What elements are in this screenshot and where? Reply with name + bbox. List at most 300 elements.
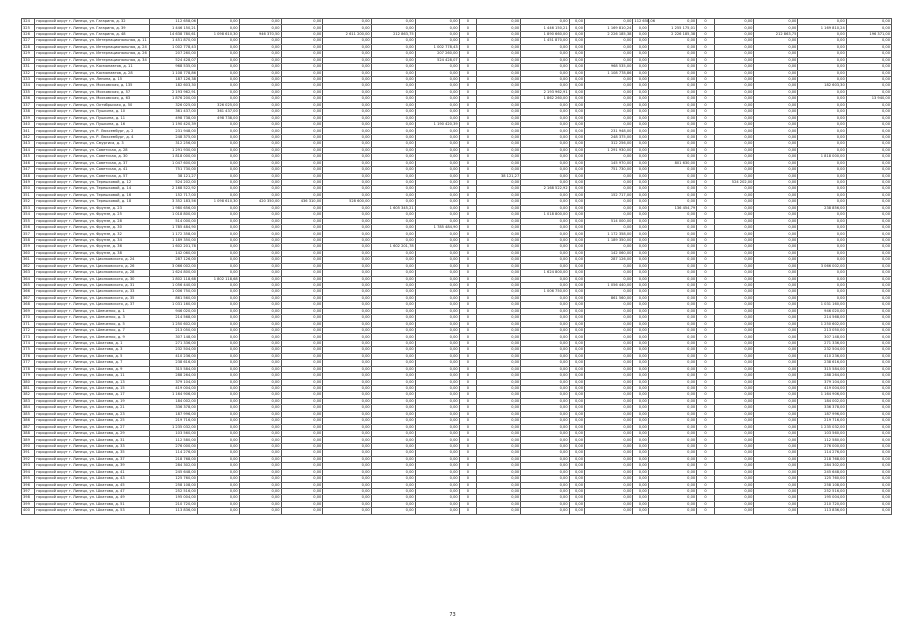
row-value-cell: 0,00 xyxy=(477,289,521,295)
row-value-cell: 0,00 xyxy=(798,192,846,198)
row-value-cell: 0,00 xyxy=(569,469,584,475)
row-value-cell: 0,00 xyxy=(648,476,696,482)
row-value-cell: 0,00 xyxy=(521,488,569,494)
row-value-cell: 258 108,00 xyxy=(798,482,846,488)
row-value-cell: 0,00 xyxy=(477,250,521,256)
row-value-cell: 0,00 xyxy=(521,51,569,57)
row-value-cell: 0,00 xyxy=(569,83,584,89)
row-value-cell: 0,00 xyxy=(754,70,798,76)
row-value-cell: 0 xyxy=(459,154,477,160)
address-prefix: городской округ г. Липецк, ул. xyxy=(36,122,97,127)
row-value-cell: 0,00 xyxy=(633,321,648,327)
row-value-cell: 0,00 xyxy=(521,102,569,108)
row-value-cell: 0,00 xyxy=(633,102,648,108)
row-value-cell: 0,00 xyxy=(477,398,521,404)
row-value-cell: 0,00 xyxy=(415,488,459,494)
row-value-cell: 0,00 xyxy=(239,385,281,391)
row-value-cell: 0,00 xyxy=(477,134,521,140)
row-value-cell: 0,00 xyxy=(569,250,584,256)
address-prefix: городской округ г. Липецк, ул. xyxy=(36,276,97,281)
row-value-cell: 0,00 xyxy=(633,347,648,353)
row-value-cell: 0,00 xyxy=(371,431,415,437)
row-value-cell: 0,00 xyxy=(633,308,648,314)
row-value-cell: 0,00 xyxy=(415,89,459,95)
row-value-cell: 0,00 xyxy=(323,469,371,475)
row-value-cell: 0,00 xyxy=(415,353,459,359)
row-value-cell: 0,00 xyxy=(569,231,584,237)
row-value-cell: 0,00 xyxy=(371,237,415,243)
row-value-cell: 0,00 xyxy=(714,476,754,482)
row-value-cell: 1 031 160,00 xyxy=(149,302,197,308)
row-value-cell: 0,00 xyxy=(846,192,891,198)
row-number: 349 xyxy=(22,179,35,185)
row-value-cell: 0 xyxy=(459,340,477,346)
row-value-cell: 0,00 xyxy=(197,501,239,507)
row-value-cell: 0,00 xyxy=(798,96,846,102)
row-value-cell: 0,00 xyxy=(846,205,891,211)
row-value-cell: 0 xyxy=(697,270,715,276)
row-value-cell: 0,00 xyxy=(633,295,648,301)
row-value-cell: 219 716,00 xyxy=(149,418,197,424)
row-value-cell: 3 066 002,00 xyxy=(149,263,197,269)
row-value-cell: 336 378,00 xyxy=(149,405,197,411)
row-value-cell: 0,00 xyxy=(648,373,696,379)
row-value-cell: 0,00 xyxy=(585,450,633,456)
row-value-cell: 0,00 xyxy=(477,244,521,250)
address-street: Шкатова, д. 53 xyxy=(96,508,125,513)
row-value-cell: 0,00 xyxy=(415,456,459,462)
row-value-cell: 0,00 xyxy=(585,334,633,340)
row-value-cell: 0,00 xyxy=(754,83,798,89)
row-value-cell: 0,00 xyxy=(569,244,584,250)
row-value-cell: 0,00 xyxy=(521,418,569,424)
row-number: 361 xyxy=(22,257,35,263)
row-value-cell: 0,00 xyxy=(197,508,239,514)
row-value-cell: 0 xyxy=(459,488,477,494)
address-prefix: городской округ г. Липецк, ул. xyxy=(36,115,97,120)
row-value-cell: 0 xyxy=(697,463,715,469)
row-number: 368 xyxy=(22,302,35,308)
row-address xyxy=(35,70,149,76)
row-value-cell: 0,00 xyxy=(585,76,633,82)
address-street: Фрунзе, д. 23 xyxy=(96,205,122,210)
row-value-cell: 0,00 xyxy=(585,418,633,424)
row-value-cell: 0 xyxy=(459,44,477,50)
row-value-cell: 0,00 xyxy=(477,186,521,192)
row-value-cell: 0,00 xyxy=(754,340,798,346)
row-value-cell: 0,00 xyxy=(798,276,846,282)
row-value-cell: 0,00 xyxy=(197,263,239,269)
row-value-cell: 0,00 xyxy=(477,147,521,153)
row-value-cell: 0,00 xyxy=(415,147,459,153)
row-number: 342 xyxy=(22,134,35,140)
row-value-cell: 0,00 xyxy=(477,328,521,334)
row-value-cell: 0,00 xyxy=(197,411,239,417)
row-value-cell: 0 xyxy=(697,476,715,482)
row-value-cell: 0,00 xyxy=(846,282,891,288)
row-value-cell: 0,00 xyxy=(281,102,323,108)
row-value-cell: 0,00 xyxy=(585,405,633,411)
row-value-cell: 0,00 xyxy=(197,96,239,102)
row-value-cell: 0,00 xyxy=(477,57,521,63)
row-value-cell: 0,00 xyxy=(521,437,569,443)
row-value-cell: 0,00 xyxy=(477,199,521,205)
row-value-cell: 0,00 xyxy=(846,392,891,398)
row-value-cell: 0,00 xyxy=(415,392,459,398)
row-value-cell: 0,00 xyxy=(585,437,633,443)
row-value-cell: 0,00 xyxy=(415,289,459,295)
row-value-cell: 1 006 750,00 xyxy=(149,289,197,295)
row-value-cell: 0,00 xyxy=(415,134,459,140)
row-value-cell: 0,00 xyxy=(521,360,569,366)
row-value-cell: 0,00 xyxy=(415,64,459,70)
row-value-cell: 0,00 xyxy=(197,51,239,57)
row-value-cell: 0,00 xyxy=(846,44,891,50)
row-value-cell: 419 004,00 xyxy=(798,385,846,391)
row-value-cell: 0,00 xyxy=(323,418,371,424)
row-value-cell: 0 xyxy=(697,431,715,437)
row-value-cell: 1 002 778,43 xyxy=(415,44,459,50)
row-value-cell: 2 193 962,91 xyxy=(521,89,569,95)
address-street: Шкатова, д. 49 xyxy=(96,495,125,500)
row-value-cell: 0,00 xyxy=(569,488,584,494)
row-value-cell: 0,00 xyxy=(648,192,696,198)
row-value-cell: 0,00 xyxy=(846,141,891,147)
row-value-cell: 0,00 xyxy=(239,405,281,411)
row-value-cell: 0,00 xyxy=(798,19,846,25)
address-prefix: городской округ г. Липецк, ул. xyxy=(36,270,97,275)
row-value-cell: 0,00 xyxy=(281,360,323,366)
row-value-cell: 0,00 xyxy=(477,225,521,231)
row-value-cell: 0,00 xyxy=(239,173,281,179)
row-value-cell: 0,00 xyxy=(846,443,891,449)
address-street: Терешковой, д. 12 xyxy=(96,180,132,185)
address-prefix: городской округ г. Липецк, ул. xyxy=(36,237,97,242)
row-value-cell: 0 xyxy=(459,373,477,379)
row-value-cell: 0,00 xyxy=(754,102,798,108)
row-value-cell: 0,00 xyxy=(323,405,371,411)
row-value-cell: 0,00 xyxy=(569,102,584,108)
row-value-cell: 0,00 xyxy=(648,328,696,334)
row-value-cell: 0,00 xyxy=(521,141,569,147)
address-street: Космонавтов, д. 11 xyxy=(96,64,133,69)
row-value-cell: 0,00 xyxy=(371,89,415,95)
row-value-cell: 0,00 xyxy=(415,495,459,501)
row-value-cell: 1 189 350,00 xyxy=(149,237,197,243)
row-value-cell: 0 xyxy=(459,398,477,404)
row-number: 363 xyxy=(22,270,35,276)
row-value-cell: 0,00 xyxy=(648,276,696,282)
row-value-cell: 0,00 xyxy=(281,205,323,211)
row-value-cell: 0,00 xyxy=(323,205,371,211)
row-value-cell: 0,00 xyxy=(521,192,569,198)
row-value-cell: 0,00 xyxy=(846,122,891,128)
address-prefix: городской округ г. Липецк, ул. xyxy=(36,250,97,255)
row-value-cell: 0,00 xyxy=(477,282,521,288)
row-value-cell: 0,00 xyxy=(754,154,798,160)
row-value-cell: 0,00 xyxy=(569,508,584,514)
row-value-cell: 288 264,00 xyxy=(798,373,846,379)
row-value-cell: 0,00 xyxy=(569,334,584,340)
row-value-cell: 0,00 xyxy=(846,340,891,346)
row-value-cell: 0,00 xyxy=(633,167,648,173)
row-value-cell: 0,00 xyxy=(239,270,281,276)
row-value-cell: 0 xyxy=(459,160,477,166)
row-value-cell: 0,00 xyxy=(415,205,459,211)
row-value-cell: 0,00 xyxy=(585,83,633,89)
row-value-cell: 0,00 xyxy=(585,508,633,514)
row-value-cell: 436 310,00 xyxy=(281,199,323,205)
row-value-cell: 0,00 xyxy=(197,424,239,430)
row-value-cell: 0,00 xyxy=(846,360,891,366)
row-value-cell: 238 856,00 xyxy=(798,205,846,211)
row-value-cell: 0,00 xyxy=(521,366,569,372)
row-value-cell: 0,00 xyxy=(371,83,415,89)
row-value-cell: 0,00 xyxy=(281,443,323,449)
row-value-cell: 232 504,00 xyxy=(149,347,197,353)
row-value-cell: 0,00 xyxy=(648,321,696,327)
row-value-cell: 0,00 xyxy=(648,501,696,507)
row-value-cell: 0,00 xyxy=(714,96,754,102)
row-value-cell: 0,00 xyxy=(371,173,415,179)
row-value-cell: 0 xyxy=(697,437,715,443)
row-number: 367 xyxy=(22,295,35,301)
row-value-cell: 0,00 xyxy=(754,19,798,25)
row-value-cell: 0 xyxy=(459,501,477,507)
address-prefix: городской округ г. Липецк, ул. xyxy=(36,411,97,416)
row-value-cell: 0,00 xyxy=(239,250,281,256)
row-value-cell: 0,00 xyxy=(371,385,415,391)
row-value-cell: 0,00 xyxy=(197,289,239,295)
row-value-cell: 0,00 xyxy=(714,51,754,57)
row-value-cell: 0,00 xyxy=(197,328,239,334)
row-value-cell: 0,00 xyxy=(714,212,754,218)
row-number: 339 xyxy=(22,115,35,121)
row-value-cell: 0,00 xyxy=(281,167,323,173)
row-value-cell: 498 738,00 xyxy=(197,115,239,121)
address-street: Гагарина, д. 39 xyxy=(96,25,126,30)
row-value-cell: 0,00 xyxy=(798,179,846,185)
row-value-cell: 0 xyxy=(459,89,477,95)
row-value-cell: 0,00 xyxy=(239,212,281,218)
row-value-cell: 0,00 xyxy=(477,115,521,121)
address-prefix: городской округ г. Липецк, ул. xyxy=(36,463,97,468)
row-value-cell: 0,00 xyxy=(415,38,459,44)
row-value-cell: 0,00 xyxy=(754,179,798,185)
row-value-cell: 0,00 xyxy=(633,51,648,57)
address-prefix: городской округ г. Липецк, ул. xyxy=(36,231,97,236)
row-value-cell: 0,00 xyxy=(521,64,569,70)
row-value-cell: 1 172 358,00 xyxy=(585,231,633,237)
address-prefix: городской округ г. Липецк, ул. xyxy=(36,321,97,326)
row-value-cell: 0,00 xyxy=(585,353,633,359)
row-value-cell: 0 xyxy=(697,379,715,385)
row-value-cell: 1 169 810,24 xyxy=(585,25,633,31)
row-value-cell: 0,00 xyxy=(371,192,415,198)
address-street: Шкатова, д. 51 xyxy=(96,501,125,506)
row-value-cell: 0,00 xyxy=(714,315,754,321)
row-value-cell: 0,00 xyxy=(714,437,754,443)
row-value-cell: 361 437,00 xyxy=(149,109,197,115)
row-value-cell: 0,00 xyxy=(415,424,459,430)
row-value-cell: 0,00 xyxy=(281,25,323,31)
row-number: 391 xyxy=(22,450,35,456)
row-value-cell: 0,00 xyxy=(846,379,891,385)
row-value-cell: 0,00 xyxy=(197,192,239,198)
address-street: Советская, д. 28 xyxy=(96,147,128,152)
row-value-cell: 1 018 800,00 xyxy=(149,212,197,218)
row-value-cell: 0,00 xyxy=(415,199,459,205)
row-value-cell: 0,00 xyxy=(371,179,415,185)
row-value-cell: 0,00 xyxy=(798,186,846,192)
row-value-cell: 0,00 xyxy=(714,308,754,314)
row-value-cell: 861 560,00 xyxy=(585,295,633,301)
address-prefix: городской округ г. Липецк, ул. xyxy=(36,218,97,223)
row-value-cell: 0,00 xyxy=(415,398,459,404)
address-street: Фрунзе, д. 30 xyxy=(96,225,122,230)
row-value-cell: 0,00 xyxy=(521,263,569,269)
row-value-cell: 0,00 xyxy=(569,76,584,82)
row-value-cell: 0,00 xyxy=(633,334,648,340)
row-value-cell: 0,00 xyxy=(197,179,239,185)
row-value-cell: 0,00 xyxy=(569,64,584,70)
row-value-cell: 0,00 xyxy=(754,392,798,398)
row-value-cell: 0,00 xyxy=(239,218,281,224)
row-value-cell: 0,00 xyxy=(323,70,371,76)
row-value-cell: 0,00 xyxy=(415,366,459,372)
row-value-cell: 0,00 xyxy=(197,70,239,76)
row-value-cell: 0,00 xyxy=(521,128,569,134)
row-value-cell: 0,00 xyxy=(569,160,584,166)
row-number: 329 xyxy=(22,51,35,57)
row-value-cell: 0,00 xyxy=(281,173,323,179)
row-value-cell: 0,00 xyxy=(714,366,754,372)
row-value-cell: 0,00 xyxy=(323,25,371,31)
row-value-cell: 0,00 xyxy=(281,128,323,134)
row-value-cell: 0,00 xyxy=(754,424,798,430)
row-value-cell: 0,00 xyxy=(197,437,239,443)
row-value-cell: 0,00 xyxy=(714,64,754,70)
row-value-cell: 0 xyxy=(697,360,715,366)
row-value-cell: 0,00 xyxy=(197,443,239,449)
address-prefix: городской округ г. Липецк, ул. xyxy=(36,302,97,307)
row-number: 357 xyxy=(22,231,35,237)
row-value-cell: 0,00 xyxy=(846,173,891,179)
row-value-cell: 0,00 xyxy=(371,476,415,482)
row-value-cell: 0,00 xyxy=(633,83,648,89)
row-value-cell: 0,00 xyxy=(569,321,584,327)
row-value-cell: 0,00 xyxy=(754,360,798,366)
address-prefix: городской округ г. Липецк, ул. xyxy=(36,102,97,107)
row-value-cell: 0,00 xyxy=(239,231,281,237)
row-value-cell: 0,00 xyxy=(754,134,798,140)
row-value-cell: 0,00 xyxy=(648,295,696,301)
row-value-cell: 0,00 xyxy=(197,476,239,482)
row-value-cell: 0,00 xyxy=(846,147,891,153)
row-value-cell: 0,00 xyxy=(415,347,459,353)
row-value-cell: 0,00 xyxy=(714,102,754,108)
address-street: Советская, д. 57 xyxy=(96,173,128,178)
row-value-cell: 0,00 xyxy=(415,270,459,276)
address-street: Фрунзе, д. 38 xyxy=(96,250,122,255)
row-number: 337 xyxy=(22,102,35,108)
row-value-cell: 0,00 xyxy=(521,282,569,288)
address-street: Октябрьская, д. 50 xyxy=(96,102,133,107)
row-value-cell: 0,00 xyxy=(239,315,281,321)
row-value-cell: 0,00 xyxy=(569,424,584,430)
row-value-cell: 0,00 xyxy=(323,411,371,417)
row-value-cell: 0,00 xyxy=(415,231,459,237)
row-value-cell: 0,00 xyxy=(415,508,459,514)
row-value-cell: 0,00 xyxy=(846,508,891,514)
row-value-cell: 0,00 xyxy=(585,109,633,115)
row-address xyxy=(35,295,149,301)
row-value-cell: 0,00 xyxy=(415,25,459,31)
row-value-cell: 0,00 xyxy=(754,501,798,507)
row-value-cell: 0,00 xyxy=(239,109,281,115)
row-value-cell: 0,00 xyxy=(521,385,569,391)
row-number: 387 xyxy=(22,424,35,430)
row-value-cell: 801 630,00 xyxy=(648,160,696,166)
row-value-cell: 0,00 xyxy=(415,186,459,192)
row-value-cell: 0 xyxy=(697,225,715,231)
address-street: Ленина, д. 15 xyxy=(96,77,123,82)
row-value-cell: 0,00 xyxy=(477,263,521,269)
row-value-cell: 0,00 xyxy=(798,44,846,50)
row-value-cell: 0,00 xyxy=(521,373,569,379)
row-value-cell: 0,00 xyxy=(371,488,415,494)
row-value-cell: 0,00 xyxy=(415,167,459,173)
row-value-cell: 0,00 xyxy=(521,70,569,76)
row-value-cell: 0 xyxy=(697,160,715,166)
row-value-cell: 0,00 xyxy=(197,64,239,70)
address-prefix: городской округ г. Липецк, ул. xyxy=(36,482,97,487)
row-value-cell: 0,00 xyxy=(754,385,798,391)
row-value-cell: 0,00 xyxy=(281,76,323,82)
row-value-cell: 0 xyxy=(459,366,477,372)
row-value-cell: 0,00 xyxy=(281,225,323,231)
row-value-cell: 0,00 xyxy=(714,115,754,121)
row-value-cell: 0,00 xyxy=(371,424,415,430)
row-value-cell: 0,00 xyxy=(633,89,648,95)
row-value-cell: 0,00 xyxy=(754,141,798,147)
row-value-cell: 0,00 xyxy=(371,128,415,134)
row-value-cell: 0,00 xyxy=(371,501,415,507)
row-value-cell: 0,00 xyxy=(633,418,648,424)
row-value-cell: 0,00 xyxy=(585,482,633,488)
address-street: Шевченко, д. 7 xyxy=(96,328,125,333)
row-value-cell: 0,00 xyxy=(846,199,891,205)
address-street: Пушкина, д. 11 xyxy=(96,115,126,120)
row-value-cell: 0,00 xyxy=(585,495,633,501)
row-value-cell: 0,00 xyxy=(633,476,648,482)
row-value-cell: 0,00 xyxy=(371,405,415,411)
row-value-cell: 0,00 xyxy=(633,443,648,449)
row-value-cell: 0,00 xyxy=(197,469,239,475)
address-street: Пушкина, д. 16 xyxy=(96,122,126,127)
register-table xyxy=(21,18,892,515)
row-value-cell: 0,00 xyxy=(477,405,521,411)
row-value-cell: 0,00 xyxy=(239,321,281,327)
row-value-cell: 0,00 xyxy=(415,257,459,263)
row-value-cell: 0,00 xyxy=(754,488,798,494)
row-value-cell: 0 xyxy=(459,257,477,263)
row-value-cell: 0 xyxy=(459,385,477,391)
row-value-cell: 0,00 xyxy=(477,321,521,327)
row-number: 396 xyxy=(22,482,35,488)
address-prefix: городской округ г. Липецк, ул. xyxy=(36,328,97,333)
row-address xyxy=(35,257,149,263)
